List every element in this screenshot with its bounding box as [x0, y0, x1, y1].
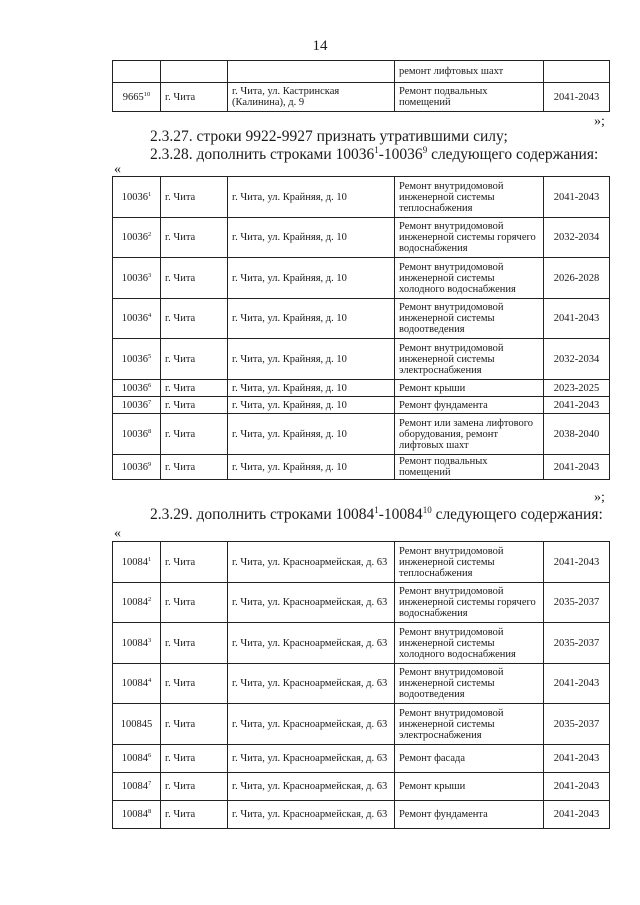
row-work: Ремонт фундамента [395, 801, 544, 829]
row-number-superscript: 2 [148, 596, 152, 603]
table-row [113, 801, 610, 829]
row-work: ремонт лифтовых шахт [395, 61, 544, 83]
row-city: г. Чита [161, 623, 228, 664]
row-work: Ремонт внутридомовой инженерной системы водоотведения [395, 299, 544, 339]
row-number [113, 773, 161, 801]
row-work: Ремонт подвальных помещений [395, 83, 544, 112]
table-row [113, 745, 610, 773]
row-address: г. Чита, ул. Крайняя, д. 10 [228, 397, 395, 414]
row-city: г. Чита [161, 258, 228, 299]
row-number-superscript: 8 [148, 808, 152, 815]
row-city: г. Чита [161, 455, 228, 480]
row-number [113, 218, 161, 258]
table-row [113, 83, 610, 112]
row-number-superscript: 8 [148, 427, 152, 435]
row-number-text: 10084 [121, 597, 148, 608]
row-work: Ремонт подвальных помещений [395, 455, 544, 480]
row-address: г. Чита, ул. Крайняя, д. 10 [228, 380, 395, 397]
row-number-superscript: 10 [143, 90, 151, 98]
row-city: г. Чита [161, 704, 228, 745]
row-number-text: 10084 [121, 556, 148, 568]
row-address: г. Чита, ул. Крайняя, д. 10 [228, 414, 395, 455]
table-continuation [112, 60, 610, 112]
row-number-superscript: 5 [148, 352, 152, 360]
row-number-text: 10036 [121, 382, 148, 394]
table-row [113, 623, 610, 664]
row-address: г. Чита, ул. Красноармейская, д. 63 [228, 704, 395, 745]
table-row [113, 664, 610, 704]
row-number-text: 10084 [121, 809, 148, 820]
row-period: 2041-2043 [544, 299, 610, 339]
row-work: Ремонт внутридомовой инженерной системы теплоснабжения [395, 177, 544, 218]
row-number-superscript: 1 [148, 555, 152, 563]
row-number-text: 10084 [121, 678, 148, 689]
closing-quote-1: »; [594, 114, 605, 129]
row-number-text: 10036 [121, 232, 148, 243]
row-number [113, 380, 161, 397]
row-work: Ремонт фасада [395, 745, 544, 773]
row-work: Ремонт крыши [395, 773, 544, 801]
table-row [113, 773, 610, 801]
row-city: г. Чита [161, 380, 228, 397]
row-city: г. Чита [161, 801, 228, 829]
row-number [113, 177, 161, 218]
row-number-superscript: 1 [148, 190, 152, 198]
row-number-text: 10036 [121, 191, 148, 203]
table-row [113, 704, 610, 745]
row-period: 2041-2043 [544, 397, 610, 414]
row-period: 2035-2037 [544, 583, 610, 623]
row-work: Ремонт внутридомовой инженерной системы электроснабжения [395, 704, 544, 745]
table-10084-rows [112, 541, 610, 829]
row-address: г. Чита, ул. Красноармейская, д. 63 [228, 801, 395, 829]
row-number [113, 801, 161, 829]
row-period: 2041-2043 [544, 542, 610, 583]
paragraph-2-3-27: 2.3.27. строки 9922-9927 признать утратившими силу; [150, 128, 508, 145]
row-number-text: 10036 [121, 428, 148, 440]
row-city [161, 61, 228, 83]
row-city: г. Чита [161, 218, 228, 258]
row-address: г. Чита, ул. Крайняя, д. 10 [228, 218, 395, 258]
row-address: г. Чита, ул. Красноармейская, д. 63 [228, 745, 395, 773]
row-number-text: 10084 [121, 753, 148, 764]
row-number-text: 100845 [120, 718, 153, 730]
table-row [113, 339, 610, 380]
row-number-text: 9665 [122, 91, 144, 103]
table-row [113, 258, 610, 299]
row-work: Ремонт внутридомовой инженерной системы горячего водоснабжения [395, 218, 544, 258]
row-city: г. Чита [161, 542, 228, 583]
row-number-text: 10036 [121, 353, 148, 365]
table-row [113, 380, 610, 397]
table-10036-rows [112, 176, 610, 480]
row-number [113, 583, 161, 623]
row-period: 2041-2043 [544, 455, 610, 480]
page-number: 14 [312, 38, 328, 54]
row-period: 2041-2043 [544, 773, 610, 801]
row-period: 2041-2043 [544, 177, 610, 218]
row-address: г. Чита, ул. Красноармейская, д. 63 [228, 664, 395, 704]
paragraph-2-3-29: 2.3.29. дополнить строками 10084$^1$-10084$^{10}$ следующего содержания: [150, 505, 603, 523]
row-period: 2026-2028 [544, 258, 610, 299]
row-number-superscript: 9 [148, 460, 152, 468]
row-city: г. Чита [161, 664, 228, 704]
table-row [113, 542, 610, 583]
row-address: г. Чита, ул. Крайняя, д. 10 [228, 455, 395, 480]
opening-quote-1: « [114, 162, 121, 177]
row-work: Ремонт фундамента [395, 397, 544, 414]
table-row [113, 61, 610, 83]
row-address: г. Чита, ул. Крайняя, д. 10 [228, 299, 395, 339]
row-period [544, 61, 610, 83]
row-number-superscript: 3 [148, 636, 152, 644]
row-number-text: 10084 [121, 637, 148, 649]
row-number [113, 258, 161, 299]
row-address [228, 61, 395, 83]
row-period: 2032-2034 [544, 218, 610, 258]
row-city: г. Чита [161, 83, 228, 112]
row-work: Ремонт внутридомовой инженерной системы теплоснабжения [395, 542, 544, 583]
row-number-superscript: 6 [148, 381, 152, 389]
table-row [113, 455, 610, 480]
row-number [113, 397, 161, 414]
row-work: Ремонт внутридомовой инженерной системы холодного водоснабжения [395, 623, 544, 664]
row-address: г. Чита, ул. Красноармейская, д. 63 [228, 623, 395, 664]
closing-quote-2: »; [594, 490, 605, 505]
row-number [113, 745, 161, 773]
row-number-superscript: 4 [148, 312, 152, 319]
table-row [113, 397, 610, 414]
row-number-text: 10036 [121, 461, 148, 473]
opening-quote-2: « [114, 526, 121, 541]
row-number [113, 339, 161, 380]
row-number-superscript: 2 [148, 231, 152, 238]
row-number-superscript: 7 [148, 780, 152, 787]
row-address: г. Чита, ул. Красноармейская, д. 63 [228, 773, 395, 801]
row-number-superscript: 7 [148, 398, 152, 406]
row-city: г. Чита [161, 745, 228, 773]
row-number-superscript: 6 [148, 752, 152, 759]
row-address: г. Чита, ул. Кастринская (Калинина), д. 9 [228, 83, 395, 112]
row-address: г. Чита, ул. Красноармейская, д. 63 [228, 542, 395, 583]
row-city: г. Чита [161, 773, 228, 801]
row-number-superscript: 4 [148, 677, 152, 684]
row-address: г. Чита, ул. Красноармейская, д. 63 [228, 583, 395, 623]
row-number [113, 61, 161, 83]
row-address: г. Чита, ул. Крайняя, д. 10 [228, 258, 395, 299]
table-row [113, 583, 610, 623]
row-number [113, 299, 161, 339]
row-work: Ремонт внутридомовой инженерной системы холодного водоснабжения [395, 258, 544, 299]
row-number [113, 83, 161, 112]
row-period: 2041-2043 [544, 83, 610, 112]
row-period: 2035-2037 [544, 623, 610, 664]
table-row [113, 414, 610, 455]
paragraph-2-3-28: 2.3.28. дополнить строками 10036$^1$-10036$^9$ следующего содержания: [150, 145, 599, 163]
row-number [113, 414, 161, 455]
row-city: г. Чита [161, 299, 228, 339]
row-city: г. Чита [161, 177, 228, 218]
row-work: Ремонт крыши [395, 380, 544, 397]
row-work: Ремонт внутридомовой инженерной системы водоотведения [395, 664, 544, 704]
table-row [113, 218, 610, 258]
row-period: 2041-2043 [544, 664, 610, 704]
row-period: 2041-2043 [544, 745, 610, 773]
row-period: 2038-2040 [544, 414, 610, 455]
row-number-text: 10036 [121, 272, 148, 284]
row-number [113, 664, 161, 704]
row-number [113, 542, 161, 583]
table-row [113, 177, 610, 218]
row-work: Ремонт внутридомовой инженерной системы электроснабжения [395, 339, 544, 380]
row-address: г. Чита, ул. Крайняя, д. 10 [228, 339, 395, 380]
row-city: г. Чита [161, 583, 228, 623]
table-row [113, 299, 610, 339]
row-number-superscript: 3 [148, 271, 152, 279]
row-number-text: 10036 [121, 399, 148, 411]
row-work: Ремонт или замена лифтового оборудования, ремонт лифтовых шахт [395, 414, 544, 455]
row-number [113, 455, 161, 480]
row-city: г. Чита [161, 339, 228, 380]
row-address: г. Чита, ул. Крайняя, д. 10 [228, 177, 395, 218]
row-period: 2041-2043 [544, 801, 610, 829]
row-number [113, 704, 161, 745]
row-period: 2035-2037 [544, 704, 610, 745]
row-city: г. Чита [161, 414, 228, 455]
row-number-text: 10084 [121, 781, 148, 792]
row-city: г. Чита [161, 397, 228, 414]
row-work: Ремонт внутридомовой инженерной системы горячего водоснабжения [395, 583, 544, 623]
row-period: 2023-2025 [544, 380, 610, 397]
row-number-text: 10036 [121, 313, 148, 324]
row-period: 2032-2034 [544, 339, 610, 380]
row-number [113, 623, 161, 664]
